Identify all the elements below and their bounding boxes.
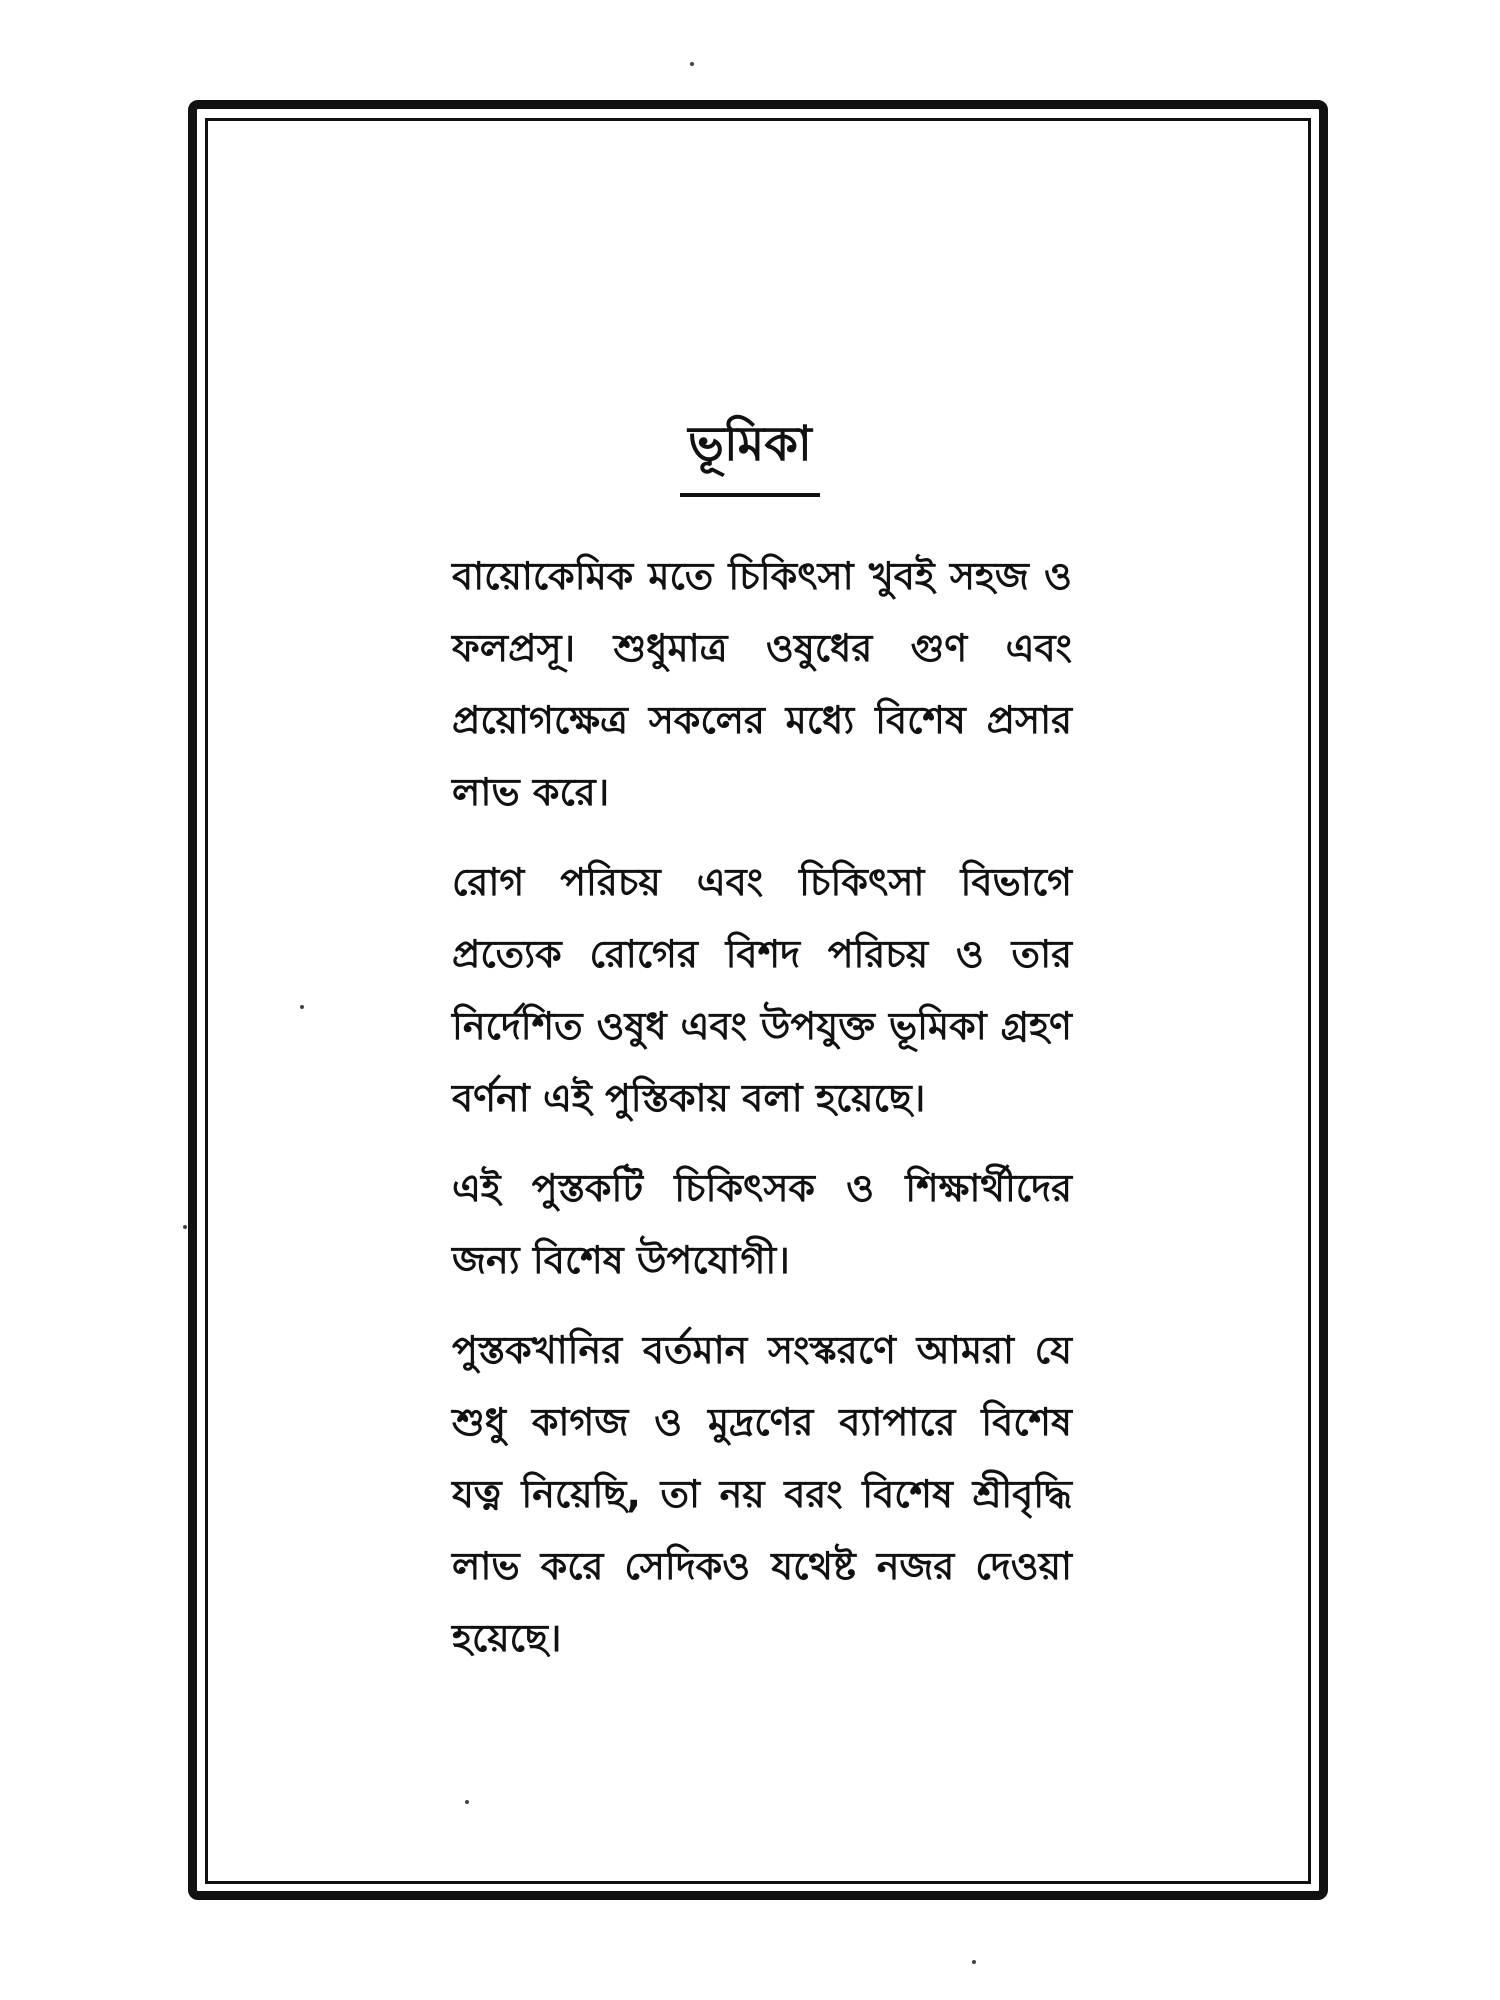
scan-speck — [972, 1960, 976, 1964]
scan-speck — [300, 1005, 304, 1009]
scan-speck — [465, 1800, 469, 1804]
preface-body — [452, 540, 1072, 1692]
paragraph-1: বায়োকেমিক মতে চিকিৎসা খুবই সহজ ও ফলপ্রসূ। শুধুমাত্র ওষুধের গুণ এবং প্রয়োগক্ষেত্র সকলের মধ্যে বিশেষ প্রসার লাভ করে। — [452, 554, 1072, 814]
scan-speck — [690, 62, 694, 66]
paragraph-3: এই পুস্তকটি চিকিৎসক ও শিক্ষার্থীদের জন্য বিশেষ উপযোগী। — [452, 1166, 1072, 1282]
page-title-container — [0, 408, 1500, 497]
paragraph-4: পুস্তকখানির বর্তমান সংস্করণে আমরা যে শুধু কাগজ ও মুদ্রণের ব্যাপারে বিশেষ যত্ন নিয়েছি, তা নয় বরং বিশেষ শ্রীবৃদ্ধি লাভ করে সেদিকও যথেষ্ট নজর দেওয়া হয়েছে। — [452, 1328, 1072, 1660]
paragraph-2: রোগ পরিচয় এবং চিকিৎসা বিভাগে প্রত্যেক রোগের বিশদ পরিচয় ও তার নির্দেশিত ওষুধ এবং উপযুক্ত ভূমিকা গ্রহণ বর্ণনা এই পুস্তিকায় বলা হয়েছে। — [452, 860, 1072, 1120]
page-title: ভূমিকা — [680, 408, 820, 497]
scan-speck — [183, 1225, 187, 1229]
